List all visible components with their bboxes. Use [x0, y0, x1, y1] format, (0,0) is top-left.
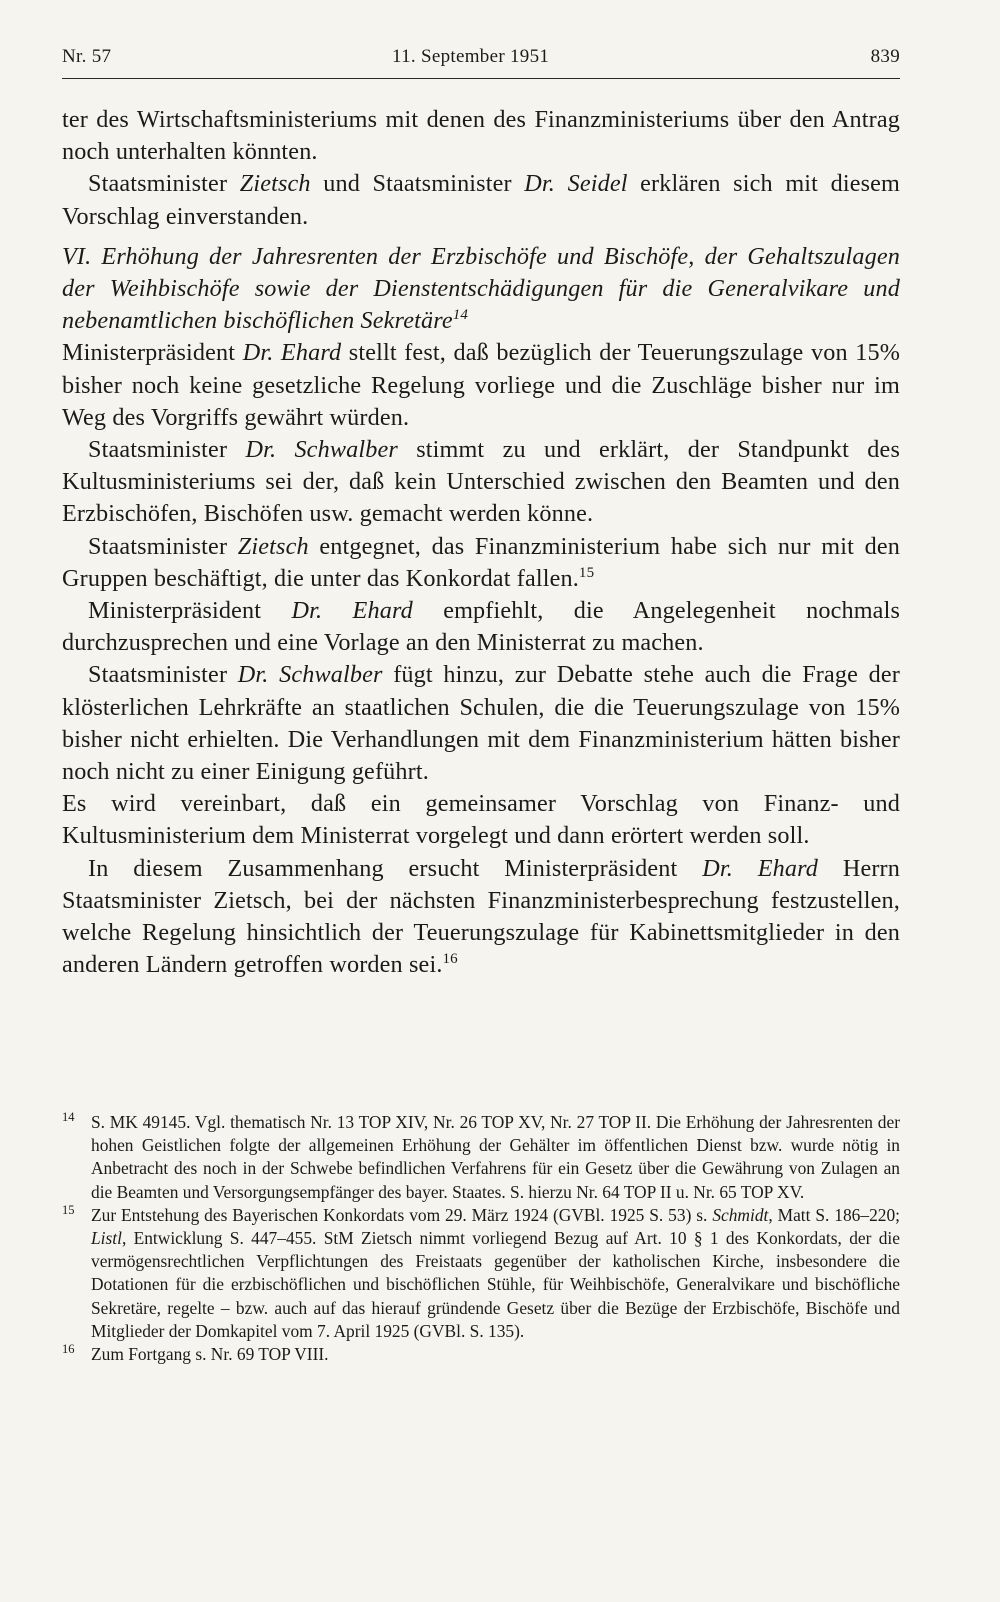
paragraph: Staatsminister Zietsch entgegnet, das Finanzministerium habe sich nur mit den Gruppen beschäftigt, die unter das Konkordat fallen.$^{15}$	[62, 532, 900, 592]
person-name: Zietsch	[237, 532, 309, 560]
footnote-ref: 14	[452, 307, 469, 324]
running-header	[62, 38, 900, 79]
paragraph: Staatsminister Dr. Schwalber stimmt zu und erklärt, der Standpunkt des Kultusministeriums sei der, daß kein Unterschied zwischen den Beamten und den Erzbischöfen, Bischöfen usw. gemacht werden könne.	[62, 436, 901, 528]
paragraph: Staatsminister Dr. Schwalber fügt hinzu, zur Debatte stehe auch die Frage der klösterlichen Lehrkräfte an staatlichen Schulen, die die Teuerungszulage von 15% bisher nicht erhielten. Die Verhandlungen mit dem Finanzministerium hätten bisher noch nicht zu einer Einigung geführt.	[62, 661, 900, 786]
paragraph: Es wird vereinbart, daß ein gemeinsamer Vorschlag von Finanz- und Kultusministerium dem Ministerrat vorgelegt und dann erörtert werden soll.	[62, 790, 900, 850]
main-text	[62, 104, 900, 981]
footnotes	[62, 1111, 900, 1366]
person-name: Dr. Ehard	[291, 597, 413, 625]
footnote: 14 S. MK 49145. Vgl. thematisch Nr. 13 TOP XIV, Nr. 26 TOP XV, Nr. 27 TOP II. Die Erhöhung der Jahresrenten der hohen Geistlichen folgte der allgemeinen Erhöhung der Gehälter im öffentlichen Dienst bzw. wurde nötig in Anbetracht des noch in der Schwebe befindlichen Verfahrens für ein Gesetz über die Gewährung von Zulagen an die Beamten und Versorgungsempfänger des bayer. Staates. S. hierzu Nr. 64 TOP II u. Nr. 65 TOP XV.	[62, 1111, 900, 1204]
person-name: Dr. Seidel	[524, 170, 628, 198]
footnote-number: 15	[62, 1202, 75, 1217]
footnote-ref: 16	[442, 951, 458, 968]
paragraph: ter des Wirtschaftsministeriums mit denen des Finanzministeriums über den Antrag noch unterhalten könnten.	[62, 106, 900, 166]
paragraph: In diesem Zusammenhang ersucht Ministerpräsident Dr. Ehard Herrn Staatsminister Zietsch, bei der nächsten Finanzministerbesprechung festzustellen, welche Regelung hinsichtlich der Teuerungszulage für Kabinettsmitglieder in den anderen Ländern getroffen worden sei.$^{16}$	[62, 854, 901, 979]
page-number: 839	[870, 46, 900, 67]
person-name: Dr. Schwalber	[237, 661, 383, 689]
footnote-ref: 15	[578, 564, 595, 581]
person-name: Dr. Schwalber	[245, 436, 398, 464]
footnote-number: 14	[62, 1110, 75, 1124]
person-name: Dr. Ehard	[702, 854, 819, 882]
person-name: Dr. Ehard	[242, 339, 342, 367]
footnote: 16 Zum Fortgang s. Nr. 69 TOP VIII.	[62, 1343, 900, 1366]
header-date: 11. September 1951	[392, 46, 550, 67]
paragraph: Ministerpräsident Dr. Ehard stellt fest, daß bezüglich der Teuerungszulage von 15% bisher noch keine gesetzliche Regelung vorliege und die Zuschläge bisher nur im Weg des Vorgriffs gewährt würden.	[62, 339, 900, 431]
paragraph: Staatsminister Zietsch und Staatsminister Dr. Seidel erklären sich mit diesem Vorschlag einverstanden.	[62, 170, 901, 230]
document-number: Nr. 57	[62, 46, 112, 67]
footnote-number: 16	[62, 1342, 75, 1357]
footnote: 15 Zur Entstehung des Bayerischen Konkordats vom 29. März 1924 (GVBl. 1925 S. 53) s. Schmidt, Matt S. 186–220; Listl, Entwicklung S. 447–455. StM Zietsch nimmt vorliegend Bezug auf Art. 10 § 1 des Konkordats, der die vermögensrechtlichen Verpflichtungen des Freistaats gegenüber der katholischen Kirche, insbesondere die Dotationen für die erzbischöflichen und bischöflichen Stühle, für Weihbischöfe, Generalvikare und bischöfliche Sekretäre, regelte – bzw. auch auf das hierauf gründende Gesetz über die Bezüge der Erzbischöfe, Bischöfe und Mitglieder der Domkapitel vom 7. April 1925 (GVBl. S. 135).	[62, 1204, 900, 1343]
agenda-item-heading: VI. Erhöhung der Jahresrenten der Erzbischöfe und Bischöfe, der Gehaltszulagen der Weihbischöfe sowie der Dienstentschädigungen für die Generalvikare und nebenamtlichen bischöflichen Sekretäre$^{14}$	[62, 242, 900, 335]
paragraph: Ministerpräsident Dr. Ehard empfiehlt, die Angelegenheit nochmals durchzusprechen und eine Vorlage an den Ministerrat zu machen.	[62, 597, 901, 657]
person-name: Zietsch	[239, 170, 311, 198]
